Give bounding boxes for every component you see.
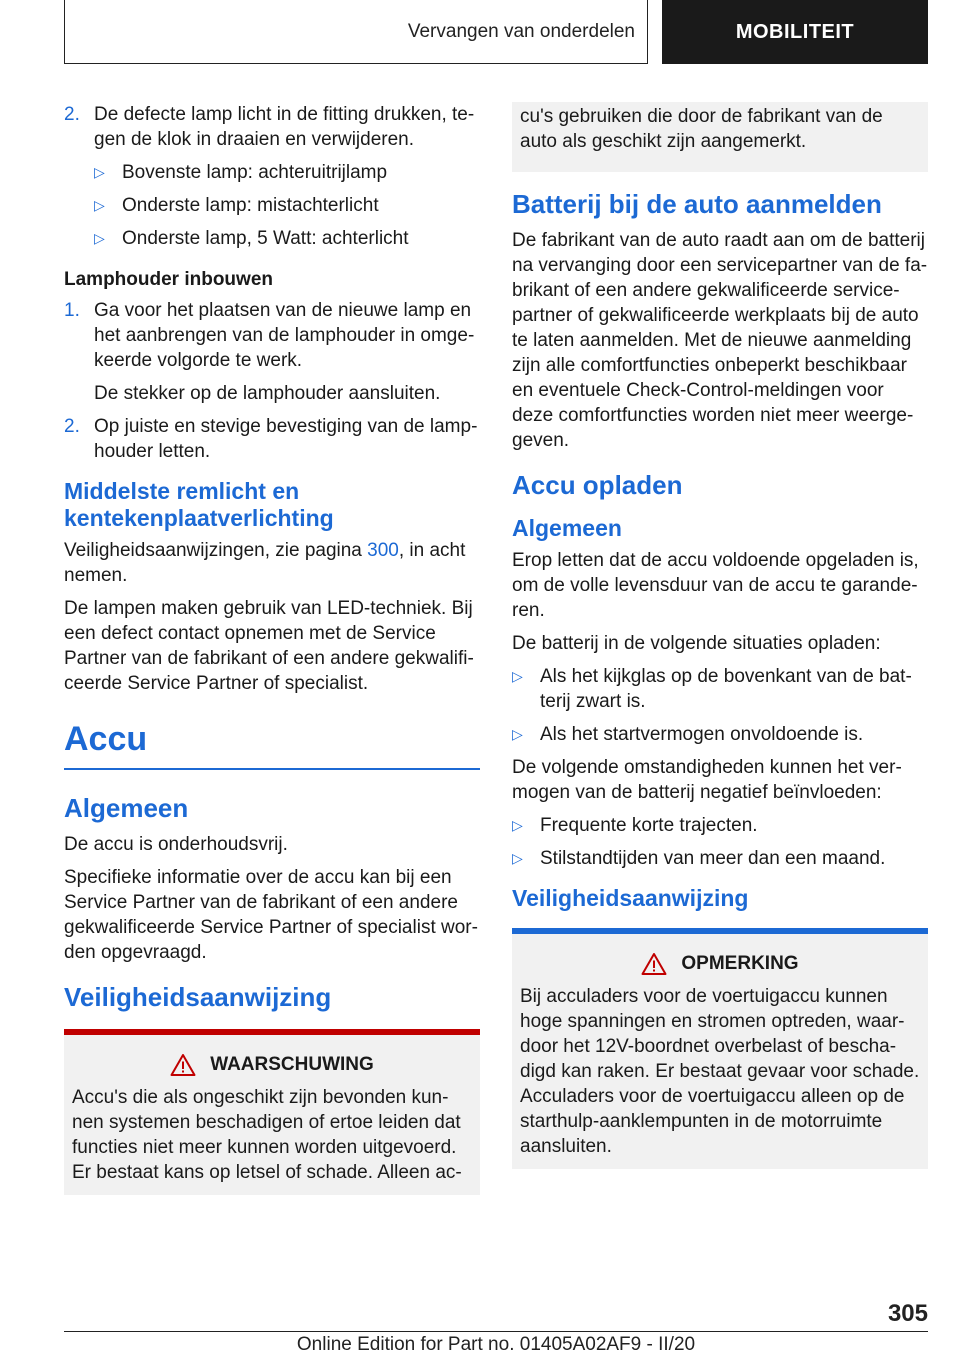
heading-middle-brakelight: Middelste remlicht en kentekenplaatverlichting [64,478,334,531]
heading-safety: Veiligheidsaanwijzing [512,885,749,911]
bullet-icon: ▷ [512,817,523,833]
footer-divider [64,1331,928,1332]
notice-box [512,928,928,1169]
list-item: ▷ Onderste lamp, 5 Watt: achterlicht [94,228,409,249]
heading-charge-battery: Accu opladen [512,470,683,500]
paragraph: De lampen maken gebruik van LED-techniek. Bij een defect contact opnemen met de Service Partner van de fabrikant of een andere gekwalificeerde Service Partner of specialist. [64,598,474,694]
paragraph: De volgende omstandigheden kunnen het vermogen van de batterij negatief beïnvloeden: [512,757,902,803]
notice-title: OPMERKING [520,952,920,976]
warning-box-continued [512,102,928,172]
step-text: De defecte lamp licht in de fitting drukken, tegen de klok in draaien en verwijderen. [94,104,475,150]
warning-box [64,1029,480,1195]
bullet-icon: ▷ [94,164,105,180]
bullet-icon: ▷ [512,668,523,684]
step-text: Op juiste en stevige bevestiging van de lamphouder letten. [94,416,478,462]
list-item: ▷ Onderste lamp: mistachterlicht [94,195,379,216]
list-item: ▷ Bovenste lamp: achteruitrijlamp [94,162,388,183]
step-subtext: De stekker op de lamphouder aansluiten. [94,383,441,404]
footer-edition: Online Edition for Part no. 01405A02AF9 - II/20 [296,1334,696,1355]
warning-triangle-icon [170,1053,196,1077]
heading-algemeen: Algemeen [64,793,189,823]
paragraph: Specifieke informatie over de accu kan bij een Service Partner van de fabrikant of een andere gekwalificeerde Service Partner of specialist worden opgevraagd. [64,867,478,963]
subheading-install: Lamphouder inbouwen [64,269,273,290]
step-number: 2. [64,104,80,125]
section-title: Vervangen van onderdelen [64,0,648,64]
step-number: 2. [64,416,80,437]
paragraph: De fabrikant van de auto raadt aan om de batterij na vervanging door een servicepartner van de fabrikant of een andere gekwalificeerde servicepartner of gekwalificeerde werkplaats bij de auto te laten aanmelden. Met de nieuwe aanmelding zijn alle comfortfuncties onbeperkt beschikbaar en eventuele Check-Control-meldingen voor deze comfortfuncties worden niet meer weergegeven. [512,230,928,451]
heading-register-battery: Batterij bij de auto aanmelden [512,189,882,219]
list-item [64,102,480,152]
bullet-icon: ▷ [512,726,523,742]
heading-safety: Veiligheidsaanwijzing [64,982,332,1012]
heading-algemeen: Algemeen [512,515,622,541]
notice-text: Bij acculaders voor de voertuigaccu kunnen hoge spanningen en stromen optreden, waardoor het 12V-boordnet overbelast of beschadigd kan raken. Er bestaat gevaar voor schade. Acculaders voor de voertuigaccu alleen op de starthulp-aanklempunten in de motorruimte aansluiten. [520,986,920,1157]
list-item [64,298,480,373]
paragraph: De batterij in de volgende situaties opladen: [512,633,881,654]
heading-accu: Accu [64,718,480,770]
paragraph: Veiligheidsaanwijzingen, zie pagina 300, in acht nemen. [64,540,466,586]
paragraph: Erop letten dat de accu voldoende opgeladen is, om de volle levensduur van de accu te garanderen. [512,550,919,621]
warning-triangle-icon [641,952,667,976]
step-text: Ga voor het plaatsen van de nieuwe lamp en het aanbrengen van de lamphouder in omgekeerde volgorde te werk. [94,300,475,371]
paragraph: De accu is onderhoudsvrij. [64,834,288,855]
bullet-icon: ▷ [94,197,105,213]
list-item: ▷ Als het kijkglas op de bovenkant van de batterij zwart is. [512,666,912,712]
bullet-icon: ▷ [94,230,105,246]
right-column [512,102,928,1169]
list-item: ▷ Frequente korte trajecten. [512,815,758,836]
step-number: 1. [64,300,80,321]
page-number: 305 [887,1300,928,1327]
warning-title: WAARSCHUWING [72,1053,472,1077]
list-item: ▷ Als het startvermogen onvoldoende is. [512,724,864,745]
bullet-icon: ▷ [512,850,523,866]
list-item: ▷ Stilstandtijden van meer dan een maand. [512,848,886,869]
left-column [64,102,480,1195]
warning-text: cu's gebruiken die door de fabrikant van de auto als geschikt zijn aangemerkt. [520,106,883,152]
chapter-tab: MOBILITEIT [662,0,928,64]
page-header [64,0,928,66]
list-item [64,414,480,464]
page-link[interactable]: 300 [367,540,399,561]
warning-text: Accu's die als ongeschikt zijn bevonden kunnen systemen beschadigen of ertoe leiden dat functies niet meer kunnen worden uitgevoerd. Er bestaat kans op letsel of schade. Alleen ac- [72,1087,462,1183]
